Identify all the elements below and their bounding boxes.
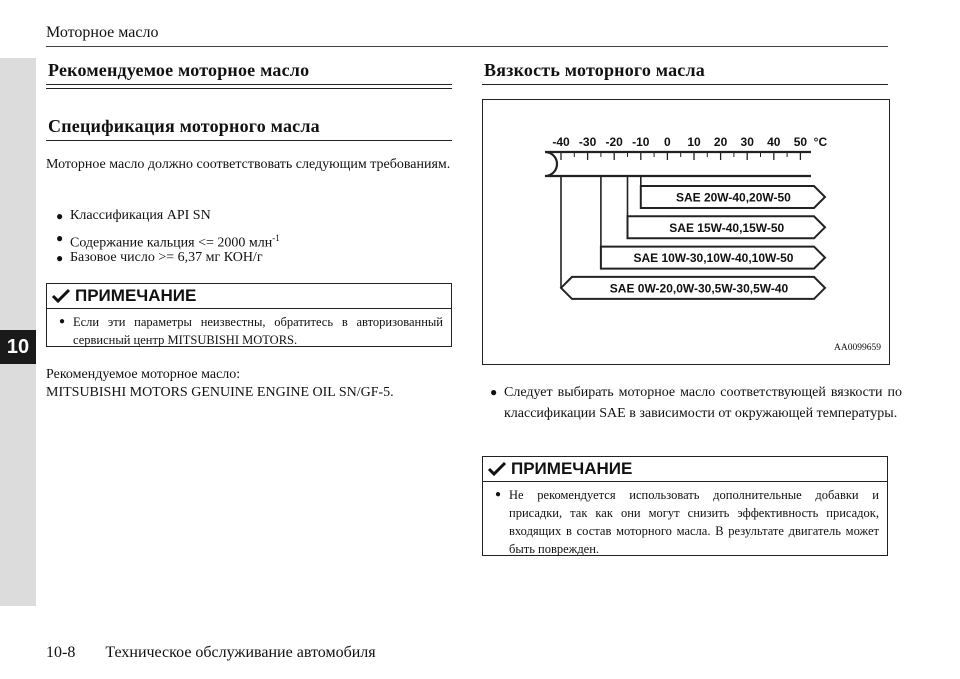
- spec-bullet-base-number: ● Базовое число >= 6,37 мг КОН/г: [56, 248, 263, 268]
- spec-bullet-calcium-text: Содержание кальция <= 2000 млн: [70, 235, 273, 251]
- tick-label: -20: [605, 135, 623, 149]
- recommended-oil-label: Рекомендуемое моторное масло:: [46, 367, 241, 382]
- viscosity-grade-label: SAE 0W-20,0W-30,5W-30,5W-40: [609, 281, 789, 296]
- note-box-right: [482, 456, 888, 556]
- checkmark-icon: [51, 288, 71, 304]
- tick-label: -40: [552, 135, 570, 149]
- section-title-recommended-oil: Рекомендуемое моторное масло: [48, 60, 310, 80]
- spec-intro-paragraph: Моторное масло должно соответствовать следующим требованиям.: [46, 157, 451, 172]
- note-text: ● Если эти параметры неизвестны, обратитесь в авторизованный сервисный центр MITSUBISHI MOTORS.: [47, 309, 451, 353]
- unit-label: °C: [813, 135, 828, 149]
- footer-title: Техническое обслуживание автомобиля: [105, 644, 376, 661]
- tick-label: 10: [687, 135, 701, 149]
- note-box-left: [46, 283, 452, 347]
- page-footer: [46, 644, 376, 662]
- chapter-number-tab: 10: [0, 330, 36, 364]
- spec-bullet-api: ● Классификация API SN: [56, 206, 211, 226]
- viscosity-selection-bullet: ● Следует выбирать моторное масло соответствующей вязкости по классификации SAE в зависимости от окружающей температуры.: [490, 382, 902, 424]
- thermometer-outline: [545, 152, 811, 176]
- note-header: [483, 457, 887, 482]
- note-title: ПРИМЕЧАНИЕ: [511, 459, 633, 478]
- section-double-rule: [46, 84, 452, 89]
- tick-label: -30: [578, 135, 597, 149]
- note-text: ● Не рекомендуется использовать дополнительные добавки и присадки, так как они могут снизить эффективность присадок, входящих в состав моторного масла. В результате двигатель может быть поврежден.: [483, 482, 887, 562]
- calcium-superscript: -1: [272, 233, 280, 243]
- tick-label: -10: [632, 135, 650, 149]
- footer-page-number: 10-8: [46, 644, 76, 661]
- header-rule: [46, 46, 888, 47]
- viscosity-chart: [483, 100, 889, 364]
- note-header: [47, 284, 451, 309]
- tick-label: 50: [793, 135, 808, 149]
- tick-label: 20: [713, 135, 728, 149]
- viscosity-grade-label: SAE 10W-30,10W-40,10W-50: [633, 251, 794, 266]
- viscosity-grade-label: SAE 20W-40,20W-50: [675, 190, 791, 205]
- recommended-oil-value: MITSUBISHI MOTORS GENUINE ENGINE OIL SN/GF-5.: [46, 385, 394, 400]
- note-title: ПРИМЕЧАНИЕ: [75, 286, 197, 305]
- tick-label: 30: [740, 135, 754, 149]
- tick-label: 40: [767, 135, 781, 149]
- checkmark-icon: [487, 461, 507, 477]
- running-head: Моторное масло: [46, 24, 159, 41]
- section-title-viscosity: Вязкость моторного масла: [484, 60, 705, 80]
- subsection-title-oil-spec: Спецификация моторного масла: [48, 116, 320, 136]
- figure-id: AA0099659: [834, 343, 881, 353]
- viscosity-grade-label: SAE 15W-40,15W-50: [669, 220, 785, 235]
- viscosity-rule: [482, 84, 888, 85]
- tick-label: 0: [664, 135, 671, 149]
- subsection-rule: [46, 140, 452, 141]
- viscosity-chart-frame: [482, 99, 890, 365]
